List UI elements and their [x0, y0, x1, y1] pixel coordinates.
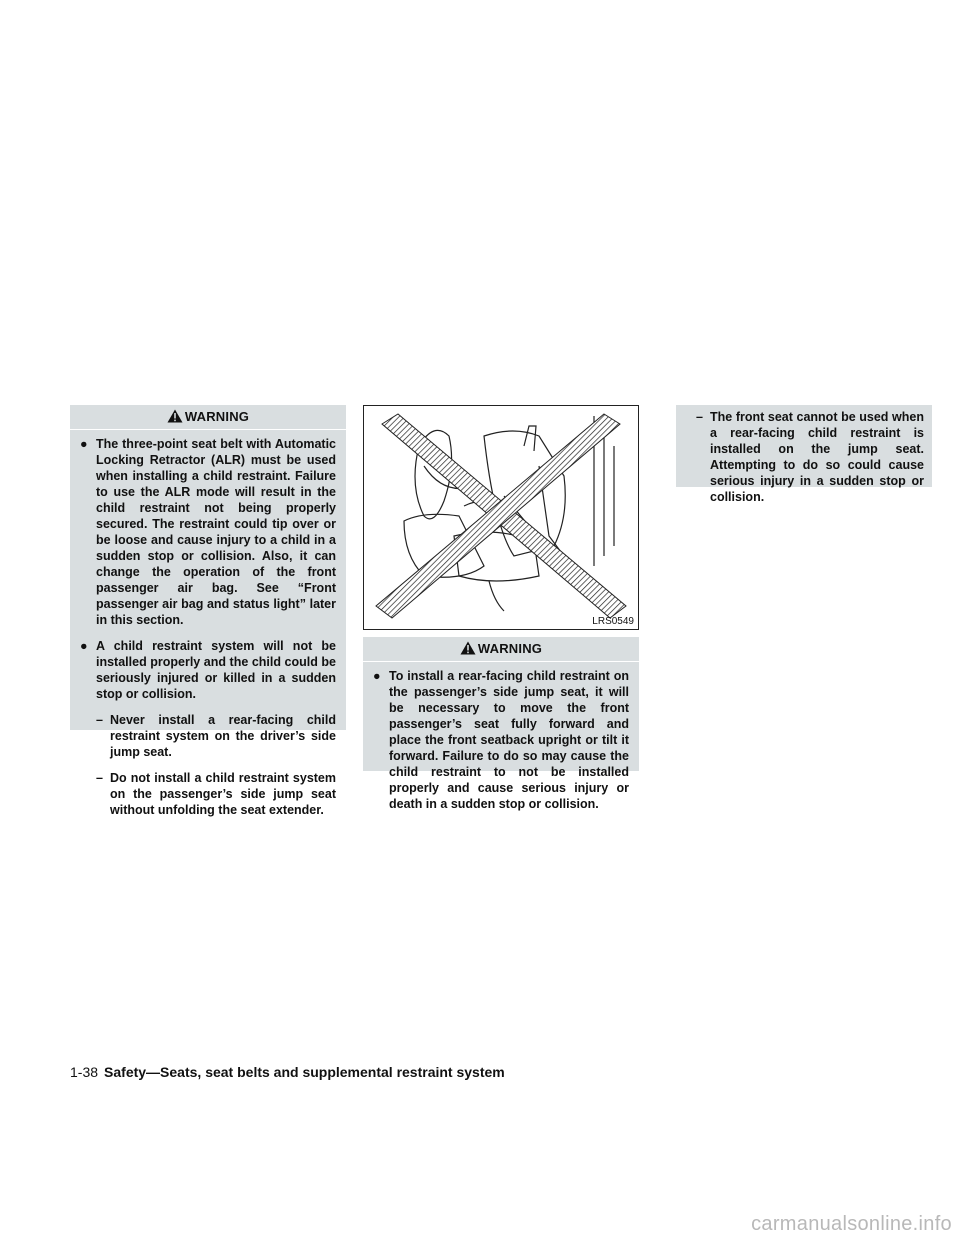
sub-item-text: The front seat cannot be used when a rear-facing child restraint is installed on the jump seat. Attempting to do so could cause serious injury in a sudden stop or collision.: [710, 410, 924, 504]
prohibited-installation-drawing: [364, 406, 638, 629]
sub-dash: –: [96, 771, 103, 785]
warning-bullet: [373, 668, 629, 812]
sub-dash: –: [96, 713, 103, 727]
warning-triangle-icon: [167, 409, 183, 423]
bullet-text: A child restraint system will not be installed properly and the child could be seriously injured or killed in a sudden stop or collision.: [96, 639, 336, 701]
warning-bullet: [80, 638, 336, 702]
warning-heading-text: WARNING: [184, 409, 250, 424]
sub-dash: –: [696, 410, 703, 424]
warning-triangle-icon: [460, 641, 476, 655]
middle-warning-panel: [363, 637, 639, 811]
sub-item-text: Do not install a child restraint system on the passenger’s side jump seat without unfolding the seat extender.: [110, 771, 336, 817]
watermark: carmanualsonline.info: [751, 1213, 952, 1235]
bullet-dot: ●: [80, 437, 88, 451]
warning-heading-text: WARNING: [477, 641, 543, 656]
bullet-dot: ●: [373, 669, 381, 683]
warning-heading: [70, 405, 346, 430]
sub-item-text: Never install a rear-facing child restraint system on the driver’s side jump seat.: [110, 713, 336, 759]
page-footer: [70, 1064, 505, 1080]
warning-sub-item: [80, 712, 336, 760]
left-warning-panel: [70, 405, 346, 817]
warning-bullet: [80, 436, 336, 628]
warning-heading: [363, 637, 639, 662]
child-restraint-illustration: [363, 405, 639, 630]
warning-sub-item: [680, 409, 924, 505]
figure-code: LRS0549: [592, 616, 634, 627]
section-title: Safety—Seats, seat belts and supplemental restraint system: [104, 1064, 505, 1080]
bullet-dot: ●: [80, 639, 88, 653]
right-warning-continuation: [676, 405, 932, 504]
bullet-text: To install a rear-facing child restraint on the passenger’s side jump seat, it will be necessary to move the front passenger’s seat fully forward and place the front seatback upright or tilt it forward. Failure to do so may cause the child restraint to not be installed properly and cause serious injury or death in a sudden stop or collision.: [389, 669, 629, 811]
warning-sub-item: [80, 770, 336, 818]
page-number: 1-38: [70, 1064, 99, 1080]
bullet-text: The three-point seat belt with Automatic Locking Retractor (ALR) must be used when installing a child restraint. Failure to use the ALR mode will result in the child restraint not being properly secured. The restraint could tip over or be loose and cause injury to a child in a sudden stop or collision. Also, it can change the operation of the front passenger air bag. See “Front passenger air bag and status light” later in this section.: [96, 437, 336, 627]
